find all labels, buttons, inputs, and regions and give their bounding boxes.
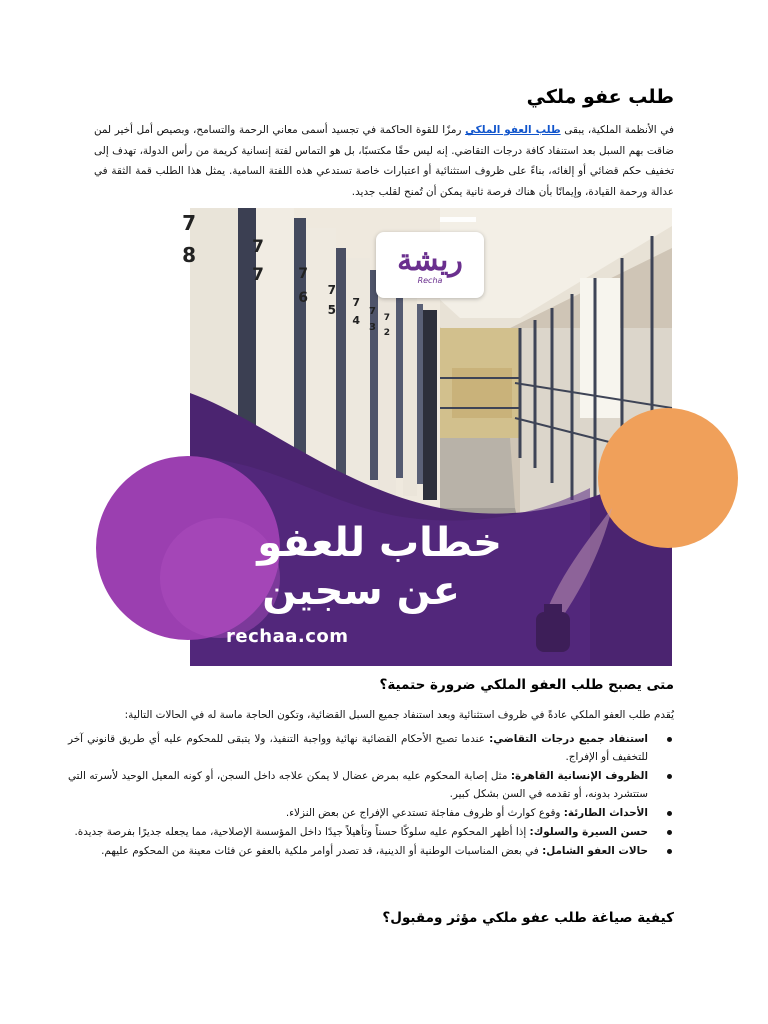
section-heading-how: كيفية صياغة طلب عفو ملكي مؤثر ومقبول؟ xyxy=(382,910,674,926)
cell-number: 2 xyxy=(383,328,390,338)
cell-number: 6 xyxy=(298,290,308,306)
item-label: الأحداث الطارئة: xyxy=(563,807,648,819)
cell-number: 8 xyxy=(182,243,196,267)
cell-number: 7 xyxy=(298,266,308,282)
cell-number: 4 xyxy=(352,314,360,327)
page-title: طلب عفو ملكي xyxy=(526,86,674,108)
logo-arabic: ريشة xyxy=(397,242,463,278)
item-text: في بعض المناسبات الوطنية أو الدينية، قد تصدر أوامر ملكية بالعفو عن فئات معينة من المحكوم عليهم. xyxy=(101,845,543,857)
intro-paragraph xyxy=(94,120,674,202)
cell-number: 3 xyxy=(369,322,376,333)
banner-title-line2: عن سجين xyxy=(262,568,460,614)
list-item xyxy=(68,823,648,841)
logo-latin: Recha xyxy=(417,275,443,285)
cases-list xyxy=(68,730,674,861)
cell-number: 7 xyxy=(369,306,376,317)
intro-text-after: رمزًا للقوة الحاكمة في تجسيد أسمى معاني الرحمة والتسامح، وبصيص أمل أخير لمن ضاقت بهم السبل بعد استنفاد كافة درجات التقاضي. إنه ليس حقًا مكتسبًا، بل هو التماس لفتة إنسانية كريمة من رأس الدولة، تهدف إلى تخفيف حكم قضائي أو إلغائه، بناءً على ظروف استثنائية أو اعتبارات خاصة تستدعي هذه اللفتة السامية. يمثل هذا الطلب قمة الثقة في عدالة ورحمة القيادة، وإيمانًا بأن هناك فرصة ثانية يمكن أن تُمنح لقلب جديد. xyxy=(94,124,674,198)
list-item xyxy=(68,730,648,766)
recha-logo xyxy=(376,232,484,298)
section-heading-when: متى يصبح طلب العفو الملكي ضرورة حتمية؟ xyxy=(379,677,674,693)
cell-number: 7 xyxy=(327,283,336,297)
cell-number: 7 xyxy=(252,265,264,285)
item-label: حسن السيرة والسلوك: xyxy=(529,826,648,838)
hero-image xyxy=(182,208,672,666)
cell-number: 7 xyxy=(182,211,196,235)
item-label: استنفاد جميع درجات التقاضي: xyxy=(489,733,648,745)
banner-title-line1: خطاب للعفو xyxy=(257,520,502,566)
item-text: وقوع كوارث أو ظروف مفاجئة تستدعي الإفراج عن بعض النزلاء. xyxy=(285,807,564,819)
item-label: حالات العفو الشامل: xyxy=(542,845,648,857)
item-text: مثل إصابة المحكوم عليه بمرض عضال لا يمكن علاجه داخل السجن، أو كونه المعيل الوحيد لأسرته التي ستتشرد بدونه، أو تقدمه في السن بشكل كبير. xyxy=(68,770,648,800)
banner-website: rechaa.com xyxy=(226,626,349,647)
item-text: عندما تصبح الأحكام القضائية نهائية وواجبة التنفيذ، ولا يتبقى للمحكوم عليه أي طريق قانوني آخر للتخفيف أو الإفراج. xyxy=(68,733,648,763)
item-label: الظروف الإنسانية القاهرة: xyxy=(510,770,649,782)
cell-number: 7 xyxy=(383,313,390,323)
cell-number: 7 xyxy=(252,237,264,257)
royal-pardon-link[interactable]: طلب العفو الملكي xyxy=(465,124,561,136)
list-item xyxy=(68,767,648,803)
item-text: إذا أظهر المحكوم عليه سلوكًا حسناً وتأهيلاً جيدًا داخل المؤسسة الإصلاحية، مما يجعله جديرًا بفرصة جديدة. xyxy=(74,826,530,838)
list-item xyxy=(68,842,648,860)
cell-number: 5 xyxy=(327,303,336,317)
list-item xyxy=(68,804,648,822)
section-lead: يُقدم طلب العفو الملكي عادةً في ظروف استثنائية وبعد استنفاد جميع السبل القضائية، وتكون الحاجة ماسة له في الحالات التالية: xyxy=(124,709,674,721)
cell-number: 7 xyxy=(352,296,360,309)
intro-text-before: في الأنظمة الملكية، يبقى xyxy=(560,124,674,136)
